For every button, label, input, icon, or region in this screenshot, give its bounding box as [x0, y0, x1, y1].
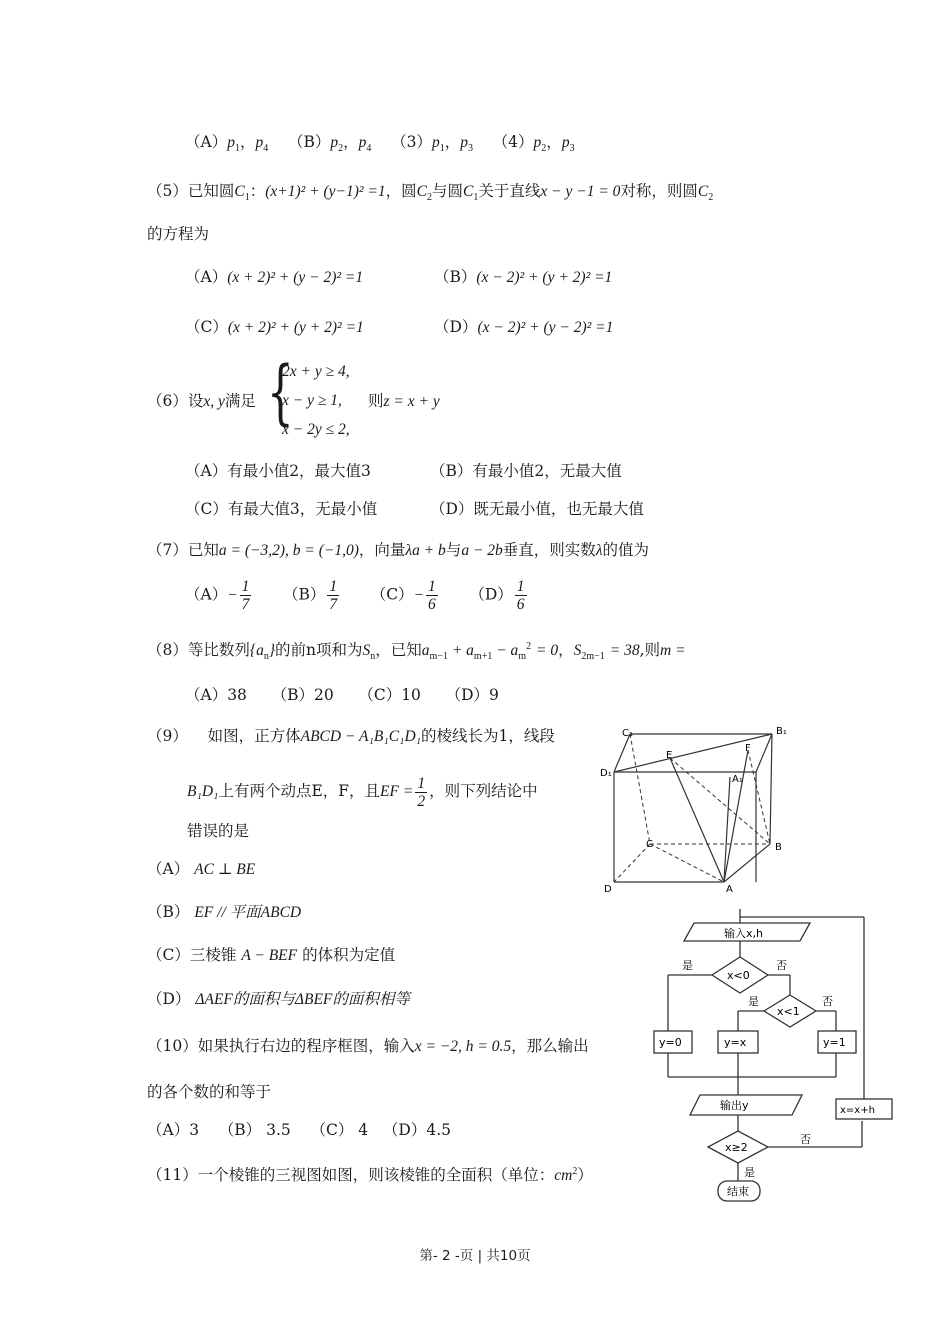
q8-options: （A）38 （B）20 （C）10 （D）9	[185, 686, 499, 704]
q6-brace: {	[267, 351, 294, 433]
cube-label-a1: A₁	[732, 774, 743, 785]
q6-constraint-2: x − y ≥ 1,	[282, 392, 342, 409]
q7-option-b: （B）	[282, 585, 326, 604]
flow-decision-2: x<1	[777, 1005, 800, 1018]
flow-box-y1: y=1	[823, 1036, 846, 1049]
q5-option-c: （C）(x + 2)² + (y + 2)² =1	[185, 318, 364, 336]
flow-box-yx: y=x	[724, 1036, 747, 1049]
cube-label-c: C	[646, 839, 653, 850]
flow-decision-1: x<0	[727, 969, 750, 982]
cube-label-b: B	[775, 842, 782, 853]
q7-stem: （7）已知a = (−3,2), b = (−1,0)，向量λa + b与a − 2b垂直，则实数λ的值为	[147, 541, 650, 559]
q6-option-b: （B）有最小值2，无最大值	[430, 462, 622, 480]
cube-label-d1: D₁	[600, 768, 612, 779]
cube-label-f: F	[745, 743, 751, 754]
q4-option-c: （3）	[391, 133, 432, 151]
q5-option-b: （B）(x − 2)² + (y + 2)² =1	[434, 268, 613, 286]
q4-option-a: （A）	[185, 133, 228, 151]
cube-label-e: E	[666, 750, 673, 761]
q9-option-c: （C）三棱锥 A − BEF 的体积为定值	[147, 946, 396, 964]
q6-option-a: （A）有最小值2，最大值3	[185, 462, 371, 480]
cube-label-c1: C₁	[622, 728, 633, 739]
q4-option-b: （B）	[287, 133, 331, 151]
q6-option-d: （D）既无最小值，也无最大值	[430, 500, 644, 518]
q4-option-d: （4）	[492, 133, 534, 151]
q5-stem-line2: 的方程为	[147, 225, 210, 243]
q9-option-a: （A） AC ⊥ BE	[147, 860, 256, 878]
q8-stem: （8）等比数列$\{a_n\}$的前n项和为$S_n$，已知$a_{m-1} + a_{m+1} - a_m^2 = 0$，$S_{2m-1} = 38$,则m =	[147, 641, 686, 663]
flowchart-figure	[650, 905, 900, 1207]
flow-decision-3: x≥2	[725, 1141, 748, 1154]
flow-output: 输出y	[720, 1099, 749, 1112]
q10-stem-line2: 的各个数的和等于	[147, 1083, 272, 1101]
q6-constraint-1: 2x + y ≥ 4,	[282, 363, 350, 380]
q9-stem-line3: 错误的是	[187, 822, 250, 840]
flow-yes-3: 是	[744, 1166, 755, 1179]
flow-no-2: 否	[822, 995, 833, 1008]
q11-stem: （11）一个棱锥的三视图如图，则该棱锥的全面积（单位：$cm^2$）	[147, 1166, 593, 1185]
q9-stem-line2: B₁D₁上有两个动点E，F，且EF = $\frac{1}{2}$ ，则下列结论中	[187, 775, 538, 811]
q6-stem: （6）设x, y满足	[147, 392, 256, 410]
flow-no-1: 否	[776, 959, 787, 972]
cube-figure	[600, 722, 800, 900]
cube-label-a: A	[726, 884, 733, 895]
q7-option-d: （D）	[469, 585, 513, 604]
q7-options: （A）− $\frac{1}{7}$ （B） $\frac{1}{7}$ （C）− $\frac{1}{6}$ （D） $\frac{1}{6}$	[185, 578, 525, 614]
q7-option-c: （C）	[370, 585, 414, 604]
flow-no-3: 否	[800, 1133, 811, 1146]
q9-stem: （9） 如图，正方体ABCD − A₁B₁C₁D₁的棱线长为1，线段	[147, 727, 555, 745]
q4-options: $(A)p_1$，$p_4$ $(B)p_2$，$p_4$ $(3)p_1$，$p_3$ $(4)p_2$，$p_3$	[185, 133, 575, 155]
q5-option-d: （D）(x − 2)² + (y − 2)² =1	[434, 318, 614, 336]
flow-yes-2: 是	[748, 995, 759, 1008]
q5-option-a: （A）(x + 2)² + (y − 2)² =1	[185, 268, 364, 286]
flow-increment: x=x+h	[840, 1105, 875, 1116]
q7-option-a: （A）	[185, 585, 228, 604]
q9-option-b: （B） EF // 平面ABCD	[147, 903, 302, 921]
flow-end: 结束	[727, 1185, 749, 1198]
flow-input: 输入x,h	[724, 927, 763, 940]
q6-option-c: （C）有最大值3，无最小值	[185, 500, 378, 518]
q6-objective: 则z = x + y	[368, 392, 440, 410]
flow-yes-1: 是	[682, 959, 693, 972]
q5-stem: （5）已知圆$C_1$：(x+1)² + (y−1)² =1，圆$C_2$与圆$C_1$关于直线x − y −1 = 0对称，则圆$C_2$	[147, 182, 714, 204]
page-footer: 第- 2 -页 | 共10页	[419, 1248, 531, 1264]
flow-box-y0: y=0	[659, 1036, 682, 1049]
cube-label-b1: B₁	[776, 726, 787, 737]
q10-options: （A）3 （B） 3.5 （C） 4 （D）4.5	[147, 1121, 451, 1139]
q9-option-d: （D） ΔAEF的面积与ΔBEF的面积相等	[147, 990, 410, 1008]
q10-stem: （10）如果执行右边的程序框图，输入x = −2, h = 0.5，那么输出	[147, 1037, 589, 1055]
cube-label-d: D	[604, 884, 612, 895]
q6-constraint-3: x − 2y ≤ 2,	[282, 421, 350, 438]
